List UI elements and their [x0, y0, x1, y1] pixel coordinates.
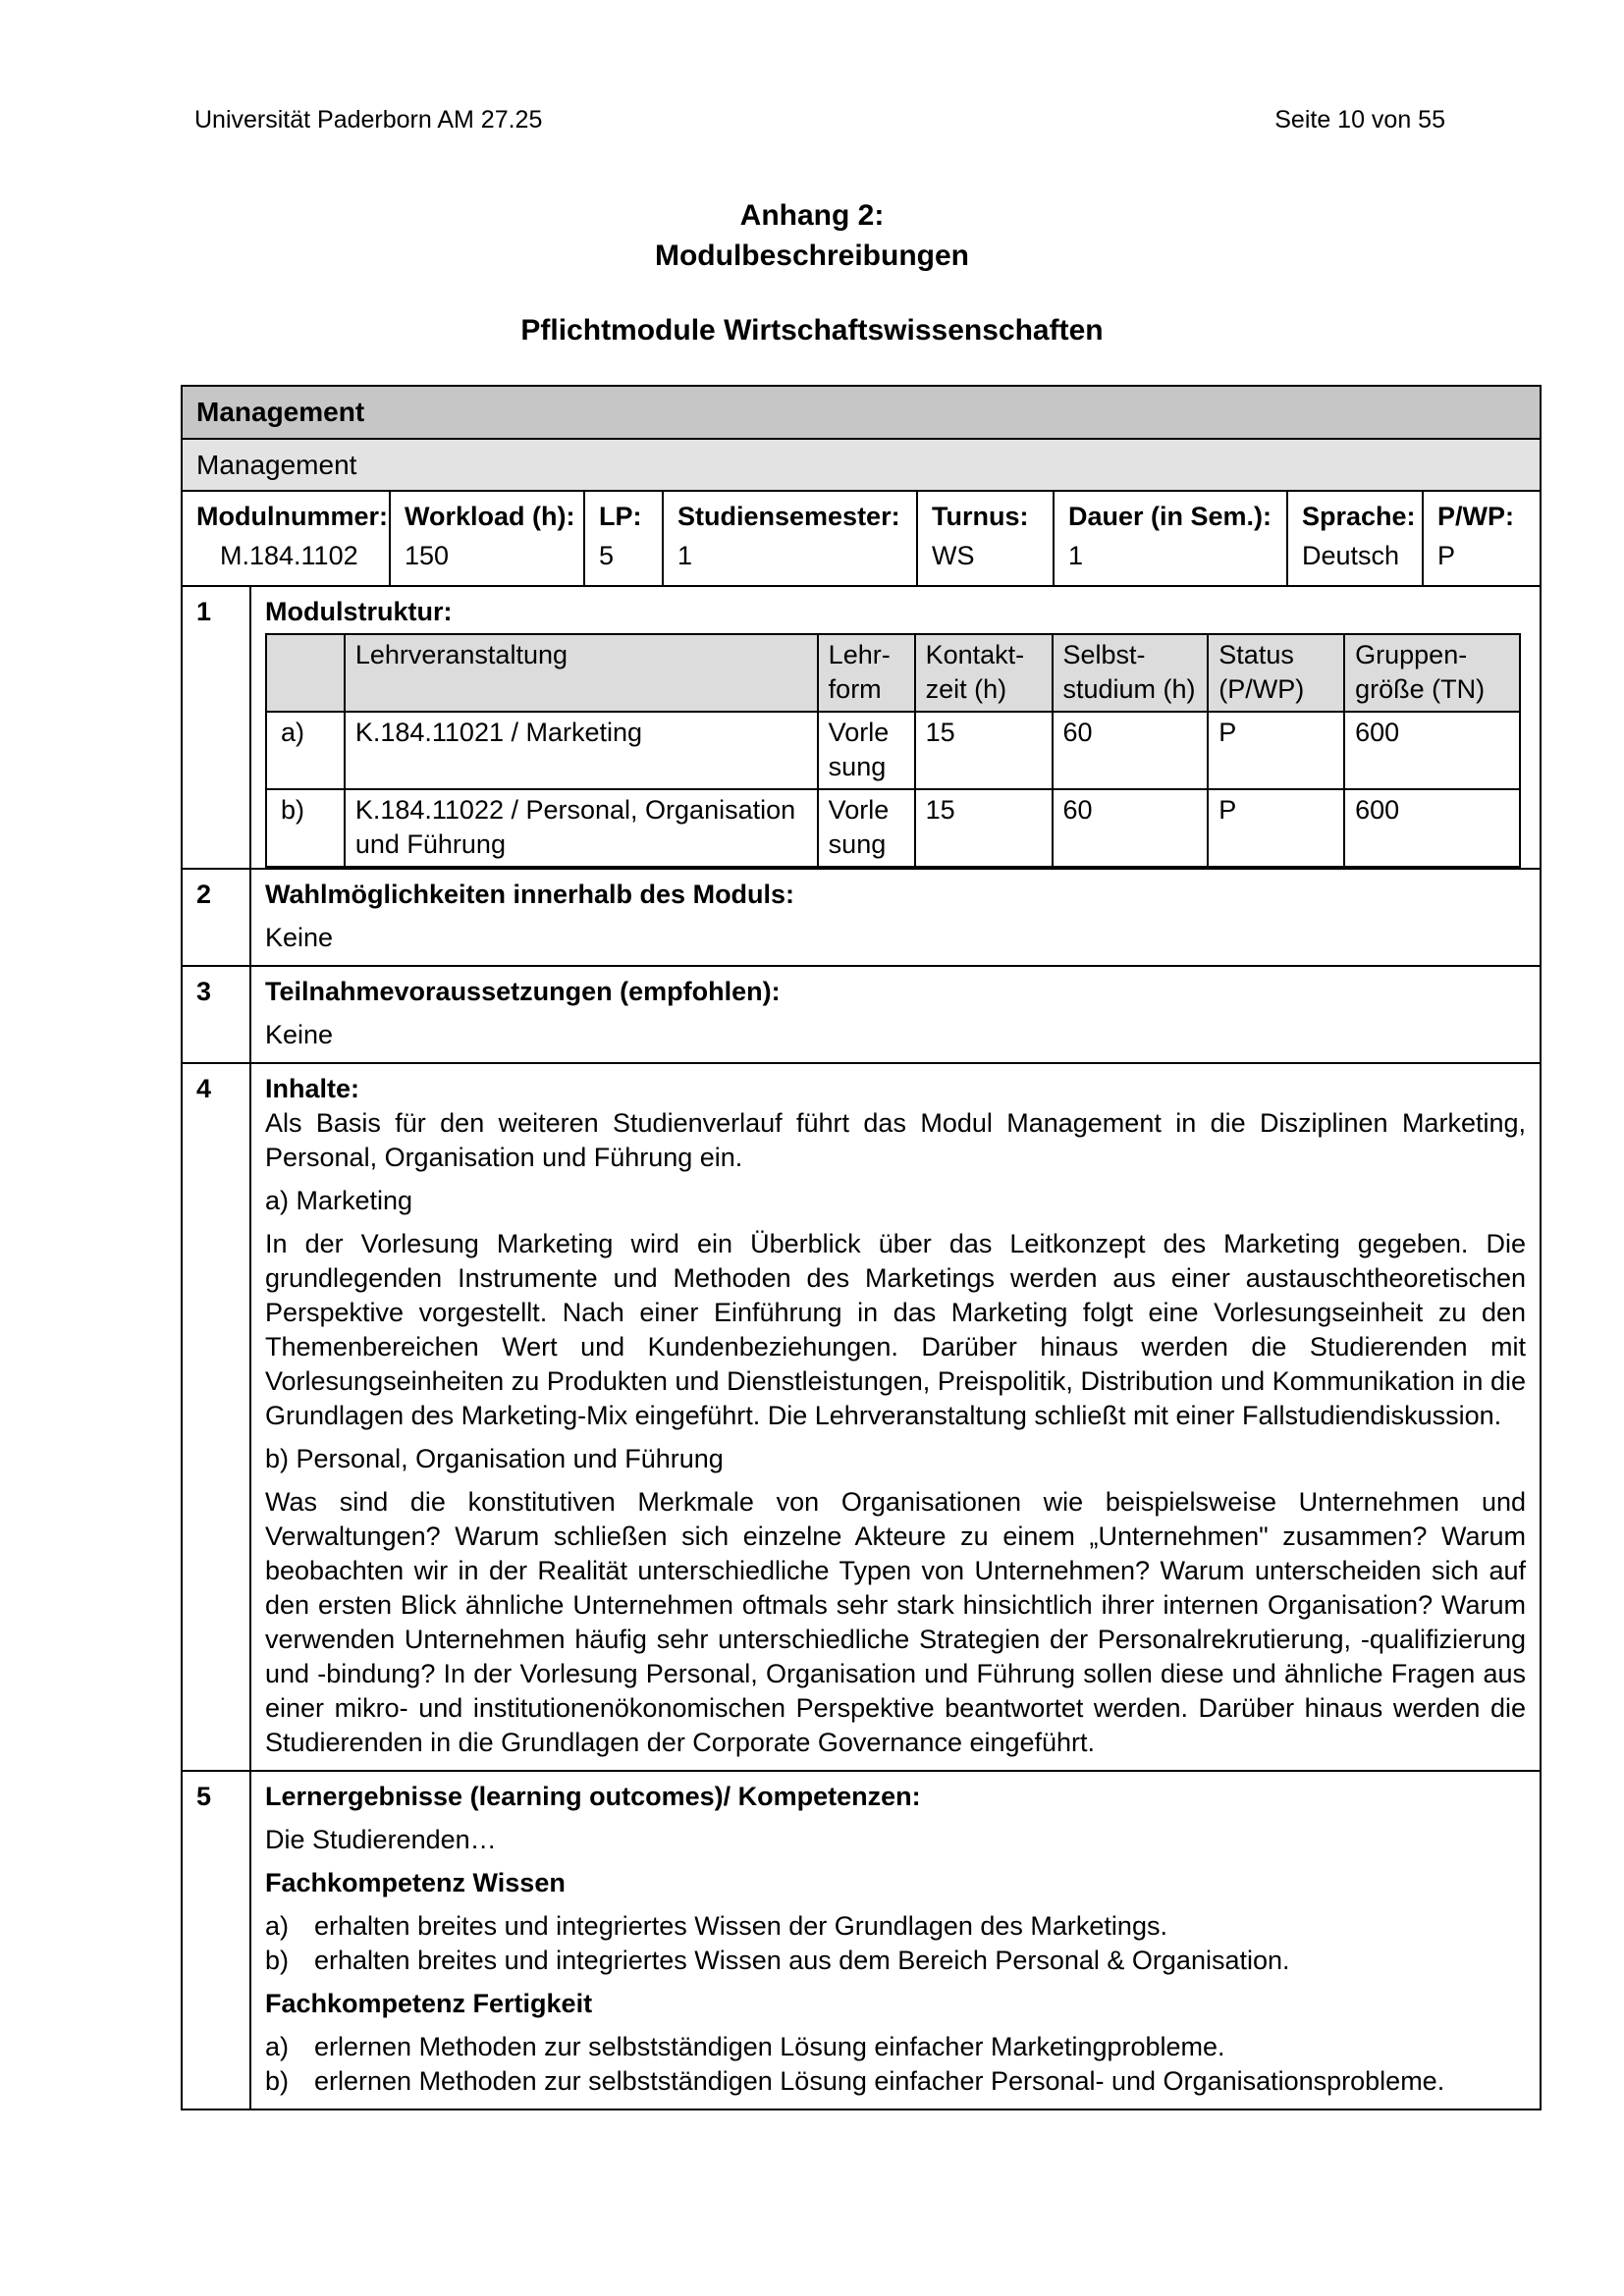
- meta-value: P: [1437, 541, 1456, 570]
- meta-value: 5: [599, 541, 615, 570]
- list-marker: b): [265, 1946, 290, 1975]
- section-text: Keine: [265, 923, 334, 952]
- meta-label: LP:: [599, 502, 642, 531]
- meta-value: 1: [677, 541, 693, 570]
- meta-label: Studiensemester:: [677, 502, 900, 531]
- table-cell: a): [266, 712, 345, 789]
- section-modulstruktur: [183, 587, 1540, 870]
- meta-value: Deutsch: [1302, 541, 1400, 570]
- header-cell: [1208, 634, 1344, 712]
- section-lernergebnisse: [183, 1772, 1540, 2109]
- header-line: Kontakt- zeit (h): [925, 640, 1025, 704]
- header-line: Selbst- studium (h): [1062, 640, 1196, 704]
- header-cell: [266, 634, 345, 712]
- meta-sprache: [1288, 492, 1424, 585]
- inhalte-marketing-text: In der Vorlesung Marketing wird ein Überblick über das Leitkonzept des Marketing gegeben. Die grundlegenden Instrumente und Methoden des Marketings werden aus einer austauschtheoretischen Perspektive vorgestellt. Nach einer Einführung in das Marketing folgt eine Vorlesungseinheit zu den Themenbereichen Wert und Kundenbeziehungen. Darüber hinaus werden die Studierenden mit Vorlesungseinheiten zu Produkten und Dienstleistungen, Preispolitik, Distribution und Kommunikation in die Grundlagen des Marketing-Mix eingeführt. Die Lehrveranstaltung schließt mit einer Fallstudiendiskussion.: [265, 1229, 1526, 1430]
- meta-dauer: [1055, 492, 1288, 585]
- section-title: Inhalte:: [265, 1074, 360, 1103]
- module-table: [181, 385, 1542, 2110]
- table-cell: 15: [915, 789, 1053, 867]
- header-left: Universität Paderborn AM 27.25: [194, 106, 543, 133]
- meta-pwp: [1424, 492, 1540, 585]
- table-cell: K.184.11022 / Personal, Organisation und Führung: [345, 789, 818, 867]
- meta-label: Workload (h):: [405, 502, 575, 531]
- section-number: 5: [183, 1772, 251, 2109]
- section-title: Teilnahmevoraussetzungen (empfohlen):: [265, 977, 781, 1006]
- list-item: [265, 2030, 1526, 2064]
- table-cell: 15: [915, 712, 1053, 789]
- section-heading: Pflichtmodule Wirtschaftswissenschaften: [520, 314, 1104, 347]
- subheading-fertigkeit: Fachkompetenz Fertigkeit: [265, 1989, 593, 2018]
- table-row: [266, 789, 1520, 867]
- list-item: [265, 1909, 1526, 1944]
- table-cell: Vorle sung: [818, 789, 915, 867]
- meta-label: Turnus:: [932, 502, 1029, 531]
- meta-label: P/WP:: [1437, 502, 1514, 531]
- header-line: Lehr- form: [828, 640, 891, 704]
- list-marker: a): [265, 2032, 290, 2061]
- header-cell: [818, 634, 915, 712]
- list-text: erlernen Methoden zur selbstständigen Lösung einfacher Personal- und Organisationsprobleme.: [314, 2066, 1445, 2096]
- meta-value: 1: [1068, 541, 1084, 570]
- table-cell: 60: [1053, 789, 1209, 867]
- subheading-wissen: Fachkompetenz Wissen: [265, 1868, 566, 1897]
- section-title: Lernergebnisse (learning outcomes)/ Kompetenzen:: [265, 1782, 921, 1811]
- section-wahlmoeglichkeiten: [183, 870, 1540, 967]
- meta-workload: [391, 492, 585, 585]
- section-teilnahmevoraussetzungen: [183, 967, 1540, 1064]
- table-cell: 60: [1053, 712, 1209, 789]
- inhalte-personal-text: Was sind die konstitutiven Merkmale von Organisationen wie beispielsweise Unternehmen und Verwaltungen? Warum schließen sich einzelne Akteure zu einem „Unternehmen" zusammen? Warum beobachten wir in der Realität unterschiedliche Typen von Unternehmen? Warum unterscheiden sich auf den ersten Blick ähnliche Unternehmen oftmals sehr stark hinsichtlich ihrer internen Organisation? Warum verwenden Unternehmen häufig sehr unterschiedliche Strategien der Personalrekrutierung, -qualifizierung und -bindung? In der Vorlesung Personal, Organisation und Führung sollen diese und ähnliche Fragen aus einer mikro- und institutionenökonomischen Perspektive beantwortet werden. Darüber hinaus werden die Studierenden in die Grundlagen der Corporate Governance eingeführt.: [265, 1487, 1526, 1757]
- section-inhalte: [183, 1064, 1540, 1772]
- inhalte-intro: Als Basis für den weiteren Studienverlauf führt das Modul Management in die Disziplinen Marketing, Personal, Organisation und Führung ein.: [265, 1108, 1526, 1172]
- header-cell: Lehrveranstaltung: [345, 634, 818, 712]
- appendix-title: Anhang 2:: [739, 199, 885, 232]
- subheading-marketing: a) Marketing: [265, 1186, 413, 1215]
- course-structure-table: [265, 633, 1521, 868]
- header-line: Status (P/WP): [1218, 640, 1305, 704]
- list-text: erlernen Methoden zur selbstständigen Lösung einfacher Marketingprobleme.: [314, 2032, 1225, 2061]
- header-cell: [915, 634, 1053, 712]
- table-cell: b): [266, 789, 345, 867]
- module-subtitle-bar: Management: [183, 440, 1540, 492]
- section-text: Keine: [265, 1020, 334, 1049]
- subheading-personal: b) Personal, Organisation und Führung: [265, 1444, 724, 1473]
- meta-label: Sprache:: [1302, 502, 1416, 531]
- meta-value: M.184.1102: [220, 541, 358, 570]
- section-title: Modulstruktur:: [265, 597, 453, 626]
- list-item: [265, 1944, 1526, 1978]
- section-number: 1: [183, 587, 251, 868]
- appendix-subtitle: Modulbeschreibungen: [654, 240, 969, 272]
- section-number: 3: [183, 967, 251, 1062]
- table-cell: 600: [1344, 789, 1520, 867]
- list-text: erhalten breites und integriertes Wissen aus dem Bereich Personal & Organisation.: [314, 1946, 1290, 1975]
- header-line: Gruppen- größe (TN): [1355, 640, 1486, 704]
- list-marker: b): [265, 2066, 290, 2096]
- section-title: Wahlmöglichkeiten innerhalb des Moduls:: [265, 880, 795, 909]
- header-cell: [1053, 634, 1209, 712]
- table-cell: K.184.11021 / Marketing: [345, 712, 818, 789]
- table-cell: P: [1208, 712, 1344, 789]
- module-meta-row: [183, 492, 1540, 587]
- meta-modulnummer: [183, 492, 391, 585]
- module-title-bar: Management: [183, 387, 1540, 440]
- meta-studiensemester: [664, 492, 918, 585]
- meta-label: Dauer (in Sem.):: [1068, 502, 1272, 531]
- meta-lp: [585, 492, 664, 585]
- table-cell: Vorle sung: [818, 712, 915, 789]
- list-text: erhalten breites und integriertes Wissen der Grundlagen des Marketings.: [314, 1911, 1167, 1941]
- page-number: Seite 10 von 55: [1274, 106, 1445, 133]
- lernergebnisse-intro: Die Studierenden…: [265, 1825, 497, 1854]
- list-wissen: [265, 1909, 1526, 1978]
- list-marker: a): [265, 1911, 290, 1941]
- list-item: [265, 2064, 1526, 2099]
- meta-value: 150: [405, 541, 450, 570]
- table-header-row: [266, 634, 1520, 712]
- table-cell: 600: [1344, 712, 1520, 789]
- meta-label: Modulnummer:: [196, 502, 388, 531]
- meta-value: WS: [932, 541, 975, 570]
- section-number: 2: [183, 870, 251, 965]
- list-fertigkeit: [265, 2030, 1526, 2099]
- section-number: 4: [183, 1064, 251, 1770]
- meta-turnus: [918, 492, 1055, 585]
- header-cell: [1344, 634, 1520, 712]
- table-cell: P: [1208, 789, 1344, 867]
- table-row: [266, 712, 1520, 789]
